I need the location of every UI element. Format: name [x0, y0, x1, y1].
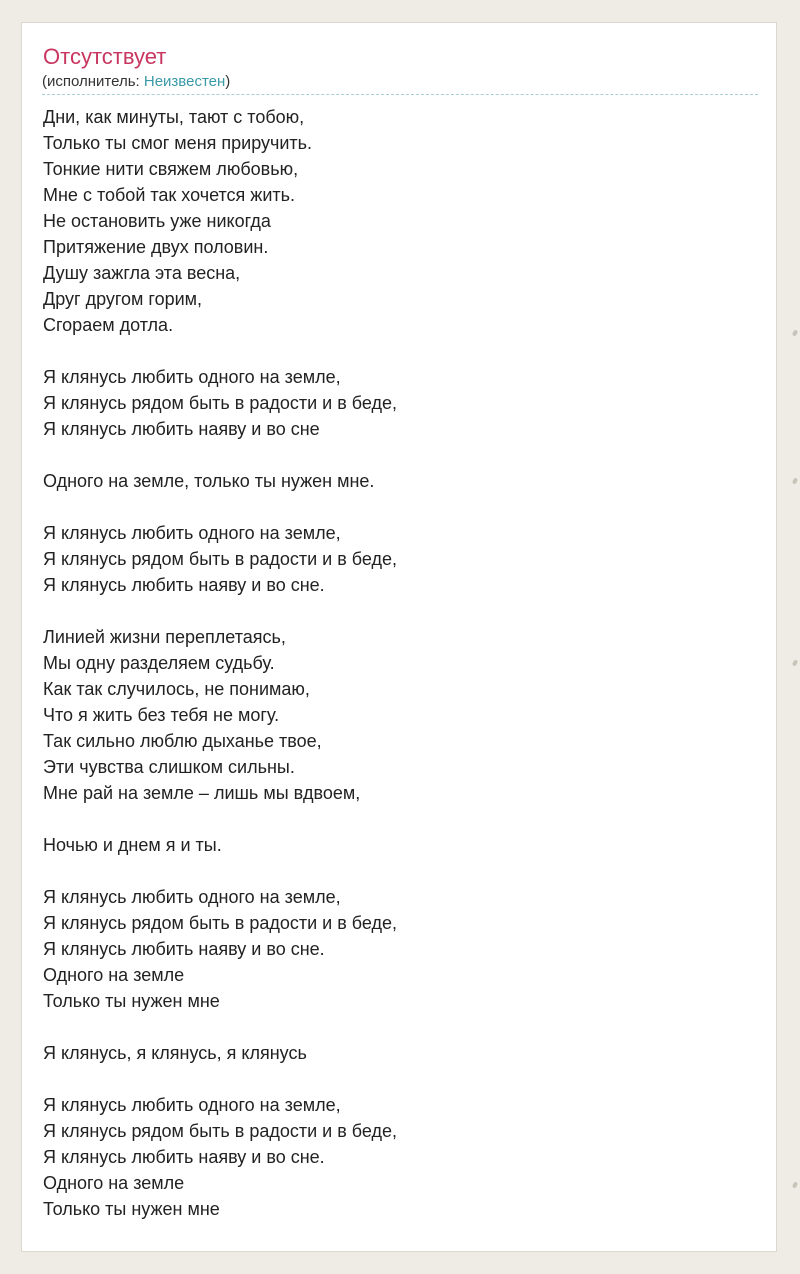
lyrics-line: Я клянусь любить одного на земле, [43, 523, 341, 543]
lyrics-line: Не остановить уже никогда [43, 211, 271, 231]
lyrics-card [21, 22, 777, 1252]
lyrics-line: Одного на земле [43, 965, 185, 985]
lyrics-blank-line [43, 338, 758, 364]
lyrics-line: Как так случилось, не понимаю, [43, 679, 310, 699]
lyrics-blank-line [43, 598, 758, 624]
lyrics-line: Мне рай на земле – лишь мы вдвоем, [43, 783, 361, 803]
lyrics-line: Мы одну разделяем судьбу. [43, 653, 275, 673]
lyrics-line: Так сильно люблю дыханье твое, [43, 731, 322, 751]
lyrics-line: Только ты нужен мне [43, 1199, 220, 1219]
lyrics-line: Ночью и днем я и ты. [43, 835, 222, 855]
lyrics-line: Я клянусь рядом быть в радости и в беде, [43, 549, 398, 569]
artist-suffix: ) [225, 73, 231, 90]
lyrics-line: Я клянусь рядом быть в радости и в беде, [43, 913, 398, 933]
lyrics-blank-line [43, 1014, 758, 1040]
lyrics-line: Душу зажгла эта весна, [43, 263, 241, 283]
lyrics-line: Эти чувства слишком сильны. [43, 757, 295, 777]
lyrics-line: Тонкие нити свяжем любовью, [43, 159, 299, 179]
edge-mark [792, 1181, 798, 1188]
lyrics-line: Что я жить без тебя не могу. [43, 705, 280, 725]
lyrics-line: Сгораем дотла. [43, 315, 174, 335]
edge-mark [792, 329, 798, 336]
lyrics-blank-line [43, 858, 758, 884]
lyrics-line: Я клянусь любить одного на земле, [43, 887, 341, 907]
lyrics-line: Я клянусь, я клянусь, я клянусь [43, 1043, 307, 1063]
lyrics-text [43, 104, 758, 1222]
lyrics-line: Линией жизни переплетаясь, [43, 627, 286, 647]
lyrics-blank-line [43, 442, 758, 468]
edge-mark [792, 477, 798, 484]
lyrics-line: Я клянусь любить одного на земле, [43, 367, 341, 387]
lyrics-blank-line [43, 806, 758, 832]
lyrics-line: Только ты смог меня приручить. [43, 133, 313, 153]
lyrics-line: Друг другом горим, [43, 289, 203, 309]
artist-prefix: (исполнитель: [42, 73, 144, 90]
lyrics-line: Я клянусь любить наяву и во сне. [43, 575, 325, 595]
lyrics-line: Я клянусь любить наяву и во сне. [43, 939, 325, 959]
lyrics-line: Мне с тобой так хочется жить. [43, 185, 296, 205]
lyrics-line: Я клянусь рядом быть в радости и в беде, [43, 393, 398, 413]
lyrics-line: Я клянусь любить наяву и во сне [43, 419, 320, 439]
title-divider [42, 94, 758, 95]
lyrics-line: Притяжение двух половин. [43, 237, 269, 257]
lyrics-line: Я клянусь рядом быть в радости и в беде, [43, 1121, 398, 1141]
lyrics-line: Одного на земле [43, 1173, 185, 1193]
lyrics-line: Я клянусь любить наяву и во сне. [43, 1147, 325, 1167]
edge-mark [792, 659, 798, 666]
lyrics-blank-line [43, 494, 758, 520]
lyrics-line: Одного на земле, только ты нужен мне. [43, 471, 375, 491]
lyrics-blank-line [43, 1066, 758, 1092]
artist-link[interactable]: Неизвестен [143, 73, 226, 90]
artist-line [42, 73, 230, 91]
song-title: Отсутствует [43, 44, 167, 69]
lyrics-line: Только ты нужен мне [43, 991, 220, 1011]
lyrics-line: Дни, как минуты, тают с тобою, [43, 107, 305, 127]
lyrics-line: Я клянусь любить одного на земле, [43, 1095, 341, 1115]
